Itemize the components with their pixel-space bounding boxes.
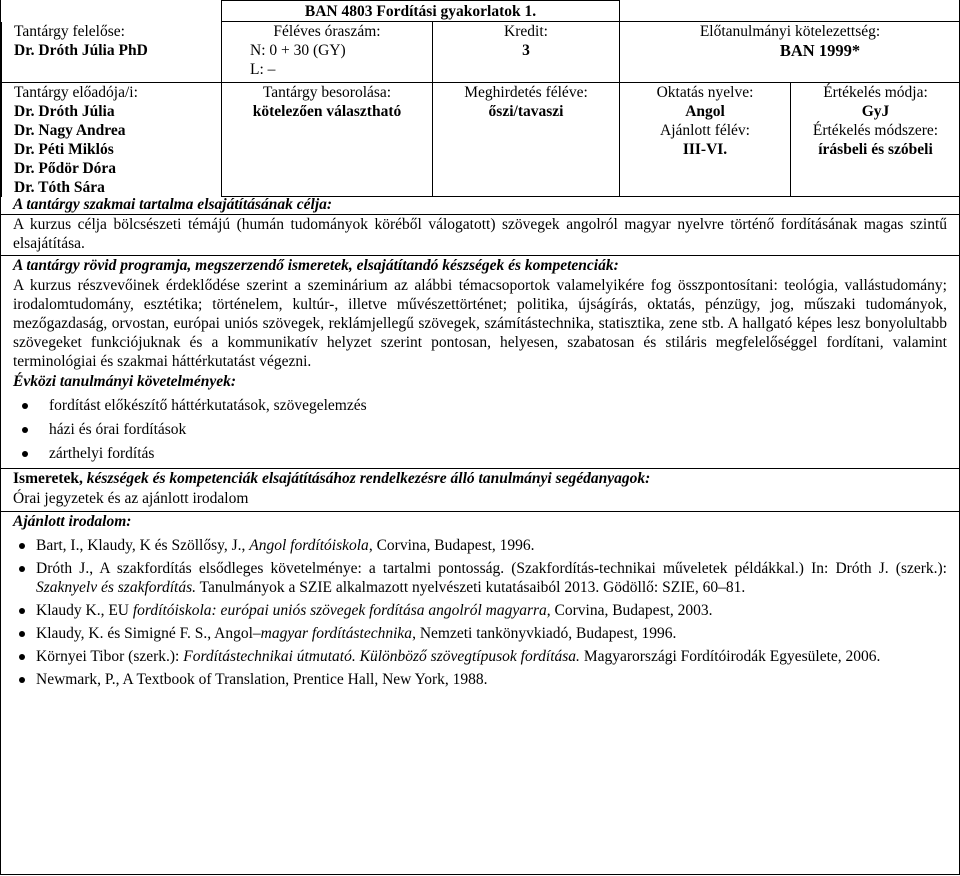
- requirement-item: házi és órai fordítások: [36, 420, 947, 439]
- lecturer-2: Dr. Nagy Andrea: [14, 121, 126, 139]
- classification-label: Tantárgy besorolása:: [262, 83, 392, 101]
- lecturer-5: Dr. Tóth Sára: [14, 178, 105, 196]
- goal-heading: A tantárgy szakmai tartalma elsajátításának célja:: [13, 196, 333, 213]
- literature-item: Klaudy, K. és Simigné F. S., Angol–magyar fordítástechnika, Nemzeti tankönyvkiadó, Budapest, 1996.: [36, 624, 947, 643]
- literature-section: [1, 511, 959, 689]
- language-cell: [620, 82, 791, 197]
- goal-section: [1, 195, 959, 214]
- semester-label: Meghirdetés féléve:: [464, 83, 588, 101]
- literature-item: Newmark, P., A Textbook of Translation, Prentice Hall, New York, 1988.: [36, 670, 947, 689]
- course-title: BAN 4803 Fordítási gyakorlatok 1.: [222, 1, 620, 22]
- classification-cell: [222, 82, 433, 197]
- semester-value: őszi/tavaszi: [488, 102, 564, 120]
- literature-item: Klaudy K., EU fordítóiskola: európai uniós szövegek fordítása angolról magyarra, Corvina, Budapest, 2003.: [36, 601, 947, 620]
- eval-method-label: Értékelés módszere:: [812, 121, 939, 139]
- literature-item: Környei Tibor (szerk.): Fordítástechnikai útmutató. Különböző szövegtípusok fordítása. Magyarországi Fordítóirodák Egyesülete, 2006.: [36, 647, 947, 666]
- semester-cell: [433, 82, 620, 197]
- program-heading: A tantárgy rövid programja, megszerzendő ismeretek, elsajátítandó készségek és kompetenciák:: [13, 257, 619, 274]
- language-label: Oktatás nyelve:: [656, 83, 754, 101]
- prereq-label: Előtanulmányi kötelezettség:: [699, 23, 881, 40]
- responsible-name: Dr. Dróth Júlia PhD: [14, 41, 148, 59]
- hours-cell: [222, 22, 433, 83]
- eval-method-value: írásbeli és szóbeli: [818, 140, 933, 158]
- credit-label: Kredit:: [504, 23, 548, 40]
- requirements-list: [13, 396, 947, 463]
- recommended-value: III-VI.: [682, 140, 728, 158]
- course-header-table: [1, 0, 960, 197]
- program-text: A kurzus részvevőinek érdeklődése szerint a szeminárium az alábbi témacsoportok valamelyikére fog összpontosítani: teológia, vallástudomány; irodalomtudomány, esztétika; történelem, kultúr-, illetve művészettörténet; politika, újságírás, oktatás, pénzügy, jog, műszaki tudományok, mezőgazdaság, orvostan, európai uniós szövegek, reklámjellegű szövegek, számítástechnika, statisztika, zene stb. A hallgató képes lesz bonyolultabb szövegeket funkciójuknak és a kommunikatív helyzet szerint pontosan, helyesen, szabatosan és stiláris megfelelőséggel fordítani, valamint terminológiai és szakmai háttérkutatást végezni.: [13, 277, 947, 370]
- prereq-cell: [620, 22, 960, 83]
- responsible-cell: [2, 22, 222, 83]
- evaluation-cell: [791, 82, 960, 197]
- eval-mode-value: GyJ: [861, 102, 890, 120]
- program-section: [1, 255, 959, 463]
- materials-section: [1, 468, 959, 511]
- requirement-item: fordítást előkészítő háttérkutatások, szövegelemzés: [36, 396, 947, 415]
- goal-text: A kurzus célja bölcsészeti témájú (humán tudományok köréből válogatott) szövegek angolról magyar nyelvre történő fordításának magas szintű elsajátítása.: [1, 214, 959, 255]
- lecturer-1: Dr. Dróth Júlia: [14, 102, 115, 120]
- literature-list: [13, 536, 947, 689]
- requirement-item: zárthelyi fordítás: [36, 444, 947, 463]
- recommended-label: Ajánlott félév:: [660, 121, 750, 139]
- literature-item: Dróth J., A szakfordítás elsődleges követelménye: a tartalmi pontosság. (Szakfordítás-technikai műveletek példákkal.) In: Dróth J. (szerk.): Szaknyelv és szakfordítás. Tanulmányok a SZIE alkalmazott nyelvészeti kutatásaiból 2013. Gödöllő: SZIE, 60–81.: [36, 560, 947, 596]
- literature-item: Bart, I., Klaudy, K és Szöllősy, J., Angol fordítóiskola, Corvina, Budapest, 1996.: [36, 536, 947, 555]
- prereq-value: BAN 1999*: [779, 41, 861, 60]
- materials-heading-plain: Ismeretek,: [13, 470, 87, 487]
- responsible-label: Tantárgy felelőse:: [14, 22, 125, 40]
- literature-heading: Ajánlott irodalom:: [13, 513, 132, 530]
- hours-label: Féléves óraszám:: [273, 23, 381, 40]
- hours-l: L: –: [250, 61, 276, 78]
- requirements-heading: Évközi tanulmányi követelmények:: [13, 373, 237, 390]
- materials-heading: [13, 469, 947, 488]
- lecturers-cell: [2, 82, 222, 197]
- hours-n: N: 0 + 30 (GY): [250, 42, 346, 59]
- materials-text: Órai jegyzetek és az ajánlott irodalom: [13, 490, 249, 507]
- credit-cell: [433, 22, 620, 83]
- eval-mode-label: Értékelés módja:: [823, 83, 928, 101]
- materials-heading-italic: készségek és kompetenciák elsajátításához rendelkezésre álló tanulmányi segédanyagok:: [86, 470, 651, 487]
- language-value: Angol: [685, 102, 725, 120]
- classification-value: kötelezően választható: [252, 102, 402, 120]
- credit-value: 3: [522, 42, 530, 59]
- lecturer-3: Dr. Péti Miklós: [14, 140, 114, 158]
- lecturers-label: Tantárgy előadója/i:: [14, 83, 138, 101]
- lecturer-4: Dr. Pődör Dóra: [14, 159, 117, 177]
